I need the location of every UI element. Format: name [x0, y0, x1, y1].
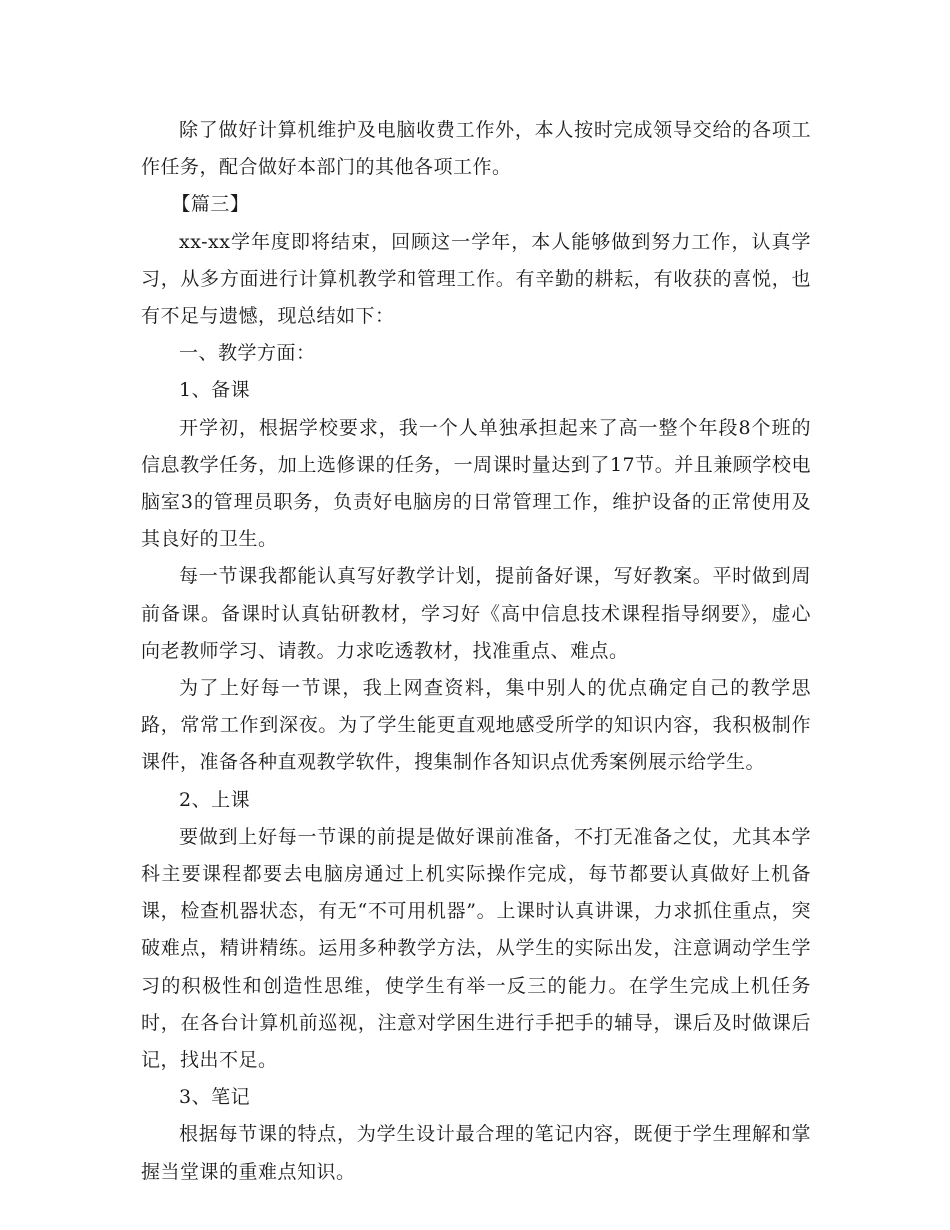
document-body: [141, 112, 811, 1191]
paragraph-maintenance: 除了做好计算机维护及电脑收费工作外，本人按时完成领导交给的各项工作任务，配合做好本部门的其他各项工作。: [141, 119, 811, 179]
heading-lesson-prep: 1、备课: [179, 379, 251, 402]
paragraph-notes: 根据每节课的特点，为学生设计最合理的笔记内容，既便于学生理解和掌握当堂课的重难点知识。: [141, 1123, 811, 1183]
heading-class: 2、上课: [179, 788, 251, 811]
paragraph-intro-summary: xx-xx学年度即将结束，回顾这一学年，本人能够做到努力工作，认真学习，从多方面进行计算机教学和管理工作。有辛勤的耕耘，有收获的喜悦，也有不足与遗憾，现总结如下：: [141, 230, 811, 328]
paragraph-class-teaching: 要做到上好每一节课的前提是做好课前准备，不打无准备之仗，尤其本学科主要课程都要去电脑房通过上机实际操作完成，每节都要认真做好上机备课，检查机器状态，有无“不可用机器”。上课时认真讲课，力求抓住重点，突破难点，精讲精练。运用多种教学方法，从学生的实际出发，注意调动学生学习的积极性和创造性思维，使学生有举一反三的能力。在学生完成上机任务时，在各台计算机前巡视，注意对学困生进行手把手的辅导，课后及时做课后记，找出不足。: [141, 825, 811, 1072]
heading-teaching: 一、教学方面：: [179, 342, 316, 365]
heading-notes: 3、笔记: [179, 1086, 251, 1109]
paragraph-courseware: 为了上好每一节课，我上网查资料，集中别人的优点确定自己的教学思路，常常工作到深夜。为了学生能更直观地感受所学的知识内容，我积极制作课件，准备各种直观教学软件，搜集制作各知识点优秀案例展示给学生。: [141, 677, 811, 774]
paragraph-lesson-plans: 每一节课我都能认真写好教学计划，提前备好课，写好教案。平时做到周前备课。备课时认真钻研教材，学习好《高中信息技术课程指导纲要》，虚心向老教师学习、请教。力求吃透教材，找准重点、难点。: [141, 565, 811, 662]
paragraph-semester-start: 开学初，根据学校要求，我一个人单独承担起来了高一整个年段8个班的信息教学任务，加上选修课的任务，一周课时量达到了17节。并且兼顾学校电脑室3的管理员职务，负责好电脑房的日常管理工作，维护设备的正常使用及其良好的卫生。: [141, 416, 811, 551]
section-title-part-three: 【篇三】: [171, 193, 250, 216]
